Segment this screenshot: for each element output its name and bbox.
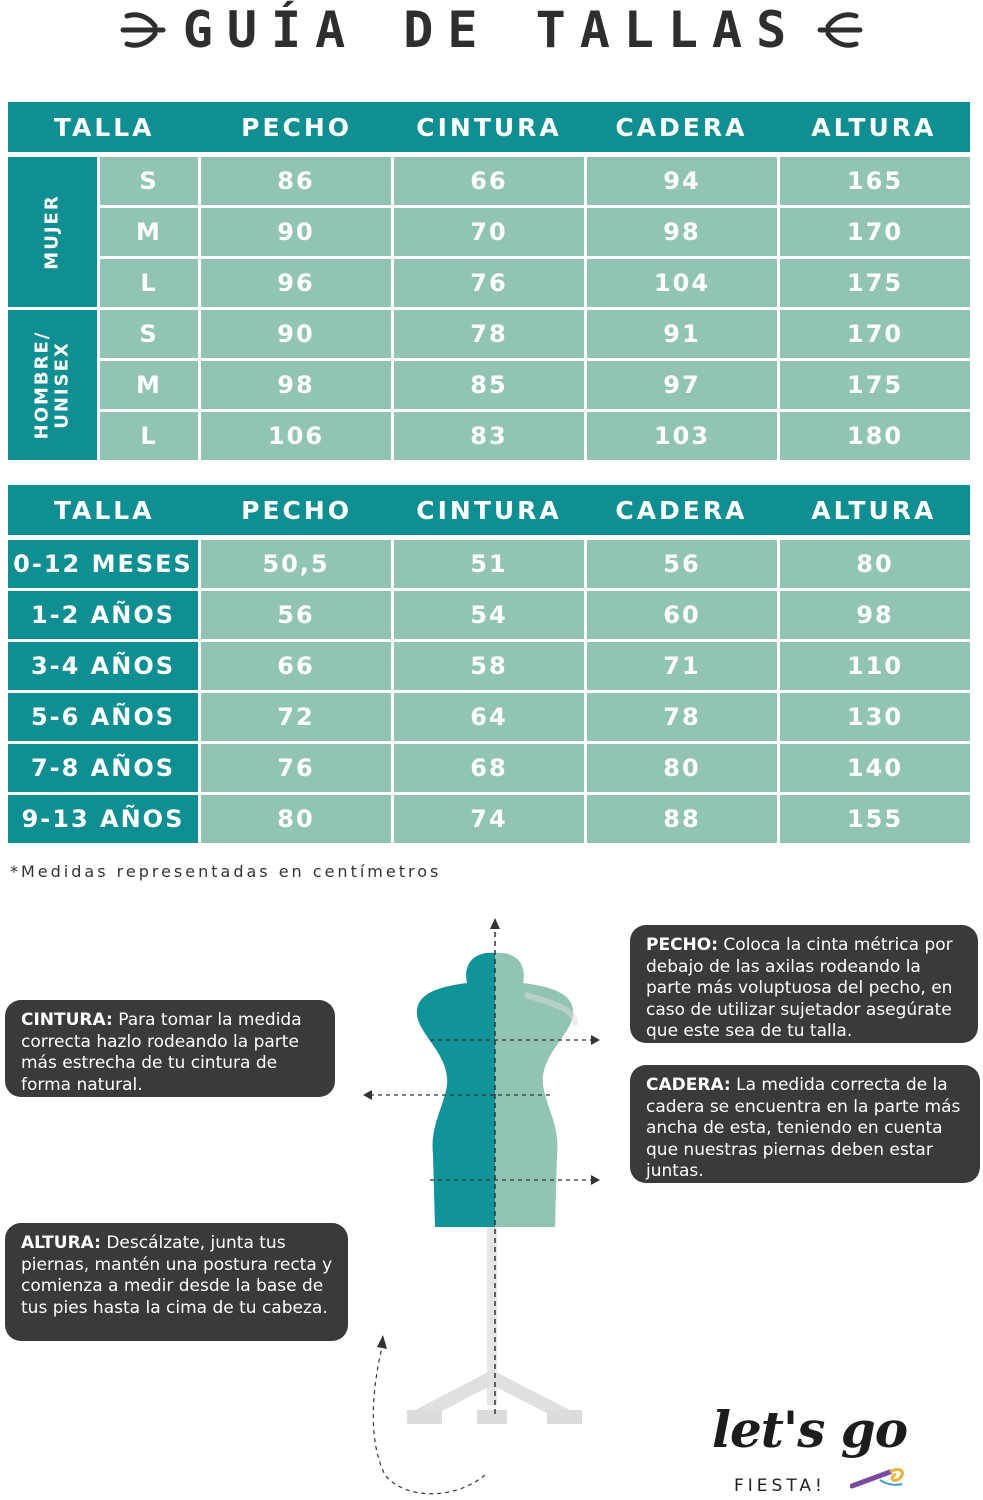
kids-size-cell: 0-12 MESES <box>8 540 198 588</box>
adult-altura-cell: 175 <box>780 259 970 307</box>
kids-cadera-cell: 88 <box>587 795 777 843</box>
logo-script: let's go <box>712 1400 908 1459</box>
kids-altura-cell: 140 <box>780 744 970 792</box>
kids-size-cell: 5-6 AÑOS <box>8 693 198 741</box>
kids-cintura-cell: 64 <box>394 693 584 741</box>
adult-cintura-cell: 76 <box>394 259 584 307</box>
kids-cadera-cell: 80 <box>587 744 777 792</box>
adult-header-talla: TALLA <box>53 112 155 142</box>
cintura-label: CINTURA: <box>21 1010 113 1030</box>
adult-cadera-cell: 98 <box>587 208 777 256</box>
kids-pecho-cell: 72 <box>201 693 391 741</box>
adult-pecho-cell: 96 <box>201 259 391 307</box>
kids-pecho-cell: 66 <box>201 642 391 690</box>
kids-cintura-cell: 68 <box>394 744 584 792</box>
adult-size-cell: L <box>100 259 198 307</box>
adult-cintura-cell: 83 <box>394 412 584 460</box>
adult-cintura-cell: 70 <box>394 208 584 256</box>
adult-pecho-cell: 106 <box>201 412 391 460</box>
kids-cintura-cell: 51 <box>394 540 584 588</box>
adult-group-label <box>8 310 97 460</box>
kids-cadera-cell: 78 <box>587 693 777 741</box>
cadera-label: CADERA: <box>646 1075 731 1095</box>
altura-text: Descálzate, junta tus piernas, mantén una postura recta y comienza a medir desde la base de tus pies hasta la cima de tu cabeza. <box>21 1233 333 1318</box>
pecho-label: PECHO: <box>646 935 719 955</box>
adult-cadera-cell: 91 <box>587 310 777 358</box>
adult-cintura-cell: 66 <box>394 157 584 205</box>
pecho-text: Coloca la cinta métrica por debajo de las axilas rodeando la parte más voluptuosa del pecho, en caso de utilizar sujetador asegúrate que este sea de tu talla. <box>646 935 953 1041</box>
adult-cintura-cell: 85 <box>394 361 584 409</box>
adult-altura-cell: 170 <box>780 208 970 256</box>
adult-size-cell: M <box>100 361 198 409</box>
pecho-instruction-bubble <box>630 925 978 1043</box>
adult-cadera-cell: 103 <box>587 412 777 460</box>
measurement-note: *Medidas representadas en centímetros <box>10 862 442 881</box>
kids-header-pecho: PECHO <box>241 495 353 525</box>
page-title-row <box>0 0 983 60</box>
title-swirl-left-icon <box>119 8 169 52</box>
kids-cadera-cell: 56 <box>587 540 777 588</box>
kids-pecho-cell: 76 <box>201 744 391 792</box>
adult-size-cell: S <box>100 157 198 205</box>
altura-instruction-bubble <box>5 1223 348 1341</box>
kids-cadera-cell: 71 <box>587 642 777 690</box>
adult-header-pecho: PECHO <box>241 112 353 142</box>
adult-header-cintura: CINTURA <box>416 112 562 142</box>
kids-header-cintura: CINTURA <box>416 495 562 525</box>
kids-altura-cell: 155 <box>780 795 970 843</box>
adult-group-label-line: UNISEX <box>51 341 73 429</box>
adult-altura-cell: 170 <box>780 310 970 358</box>
kids-header-altura: ALTURA <box>811 495 937 525</box>
kids-altura-cell: 80 <box>780 540 970 588</box>
kids-pecho-cell: 80 <box>201 795 391 843</box>
kids-pecho-cell: 50,5 <box>201 540 391 588</box>
page-title: GUÍA DE TALLAS <box>182 1 801 59</box>
adult-pecho-cell: 98 <box>201 361 391 409</box>
adult-header-altura: ALTURA <box>811 112 937 142</box>
logo-subtitle: FIESTA! <box>734 1476 826 1496</box>
adult-altura-cell: 175 <box>780 361 970 409</box>
adult-size-cell: S <box>100 310 198 358</box>
kids-size-cell: 3-4 AÑOS <box>8 642 198 690</box>
adult-pecho-cell: 86 <box>201 157 391 205</box>
kids-cadera-cell: 60 <box>587 591 777 639</box>
kids-altura-cell: 110 <box>780 642 970 690</box>
adult-size-cell: L <box>100 412 198 460</box>
adult-group-label-line: MUJER <box>41 194 63 270</box>
kids-header-talla: TALLA <box>53 495 155 525</box>
brand-logo <box>712 1400 912 1500</box>
kids-size-cell: 7-8 AÑOS <box>8 744 198 792</box>
adult-pecho-cell: 90 <box>201 208 391 256</box>
adult-altura-cell: 165 <box>780 157 970 205</box>
kids-size-cell: 1-2 AÑOS <box>8 591 198 639</box>
kids-cintura-cell: 54 <box>394 591 584 639</box>
adult-cadera-cell: 104 <box>587 259 777 307</box>
adult-cadera-cell: 94 <box>587 157 777 205</box>
kids-size-cell: 9-13 AÑOS <box>8 795 198 843</box>
adult-cintura-cell: 78 <box>394 310 584 358</box>
adult-altura-cell: 180 <box>780 412 970 460</box>
kids-header-row <box>8 485 970 535</box>
adult-cadera-cell: 97 <box>587 361 777 409</box>
kids-altura-cell: 130 <box>780 693 970 741</box>
cadera-instruction-bubble <box>630 1065 980 1183</box>
cadera-text: La medida correcta de la cadera se encuentra en la parte más ancha de esta, teniendo en cuenta que nuestras piernas deben estar juntas. <box>646 1075 961 1181</box>
adult-pecho-cell: 90 <box>201 310 391 358</box>
adult-header-row <box>8 102 970 152</box>
kids-cintura-cell: 74 <box>394 795 584 843</box>
adult-group-label <box>8 157 97 307</box>
kids-altura-cell: 98 <box>780 591 970 639</box>
altura-label: ALTURA: <box>21 1233 101 1253</box>
kids-pecho-cell: 56 <box>201 591 391 639</box>
title-swirl-right-icon <box>814 8 864 52</box>
adult-header-cadera: CADERA <box>615 112 748 142</box>
cintura-text: Para tomar la medida correcta hazlo rodeando la parte más estrecha de tu cintura de forma natural. <box>21 1010 302 1095</box>
adult-group-label-line: HOMBRE/ <box>31 330 53 440</box>
adult-group-label-text <box>42 194 62 269</box>
adult-size-cell: M <box>100 208 198 256</box>
kids-cintura-cell: 58 <box>394 642 584 690</box>
cintura-instruction-bubble <box>5 1000 335 1097</box>
party-horn-icon <box>850 1458 910 1492</box>
mannequin-icon <box>355 915 605 1500</box>
adult-group-label-text <box>33 331 73 440</box>
kids-header-cadera: CADERA <box>615 495 748 525</box>
